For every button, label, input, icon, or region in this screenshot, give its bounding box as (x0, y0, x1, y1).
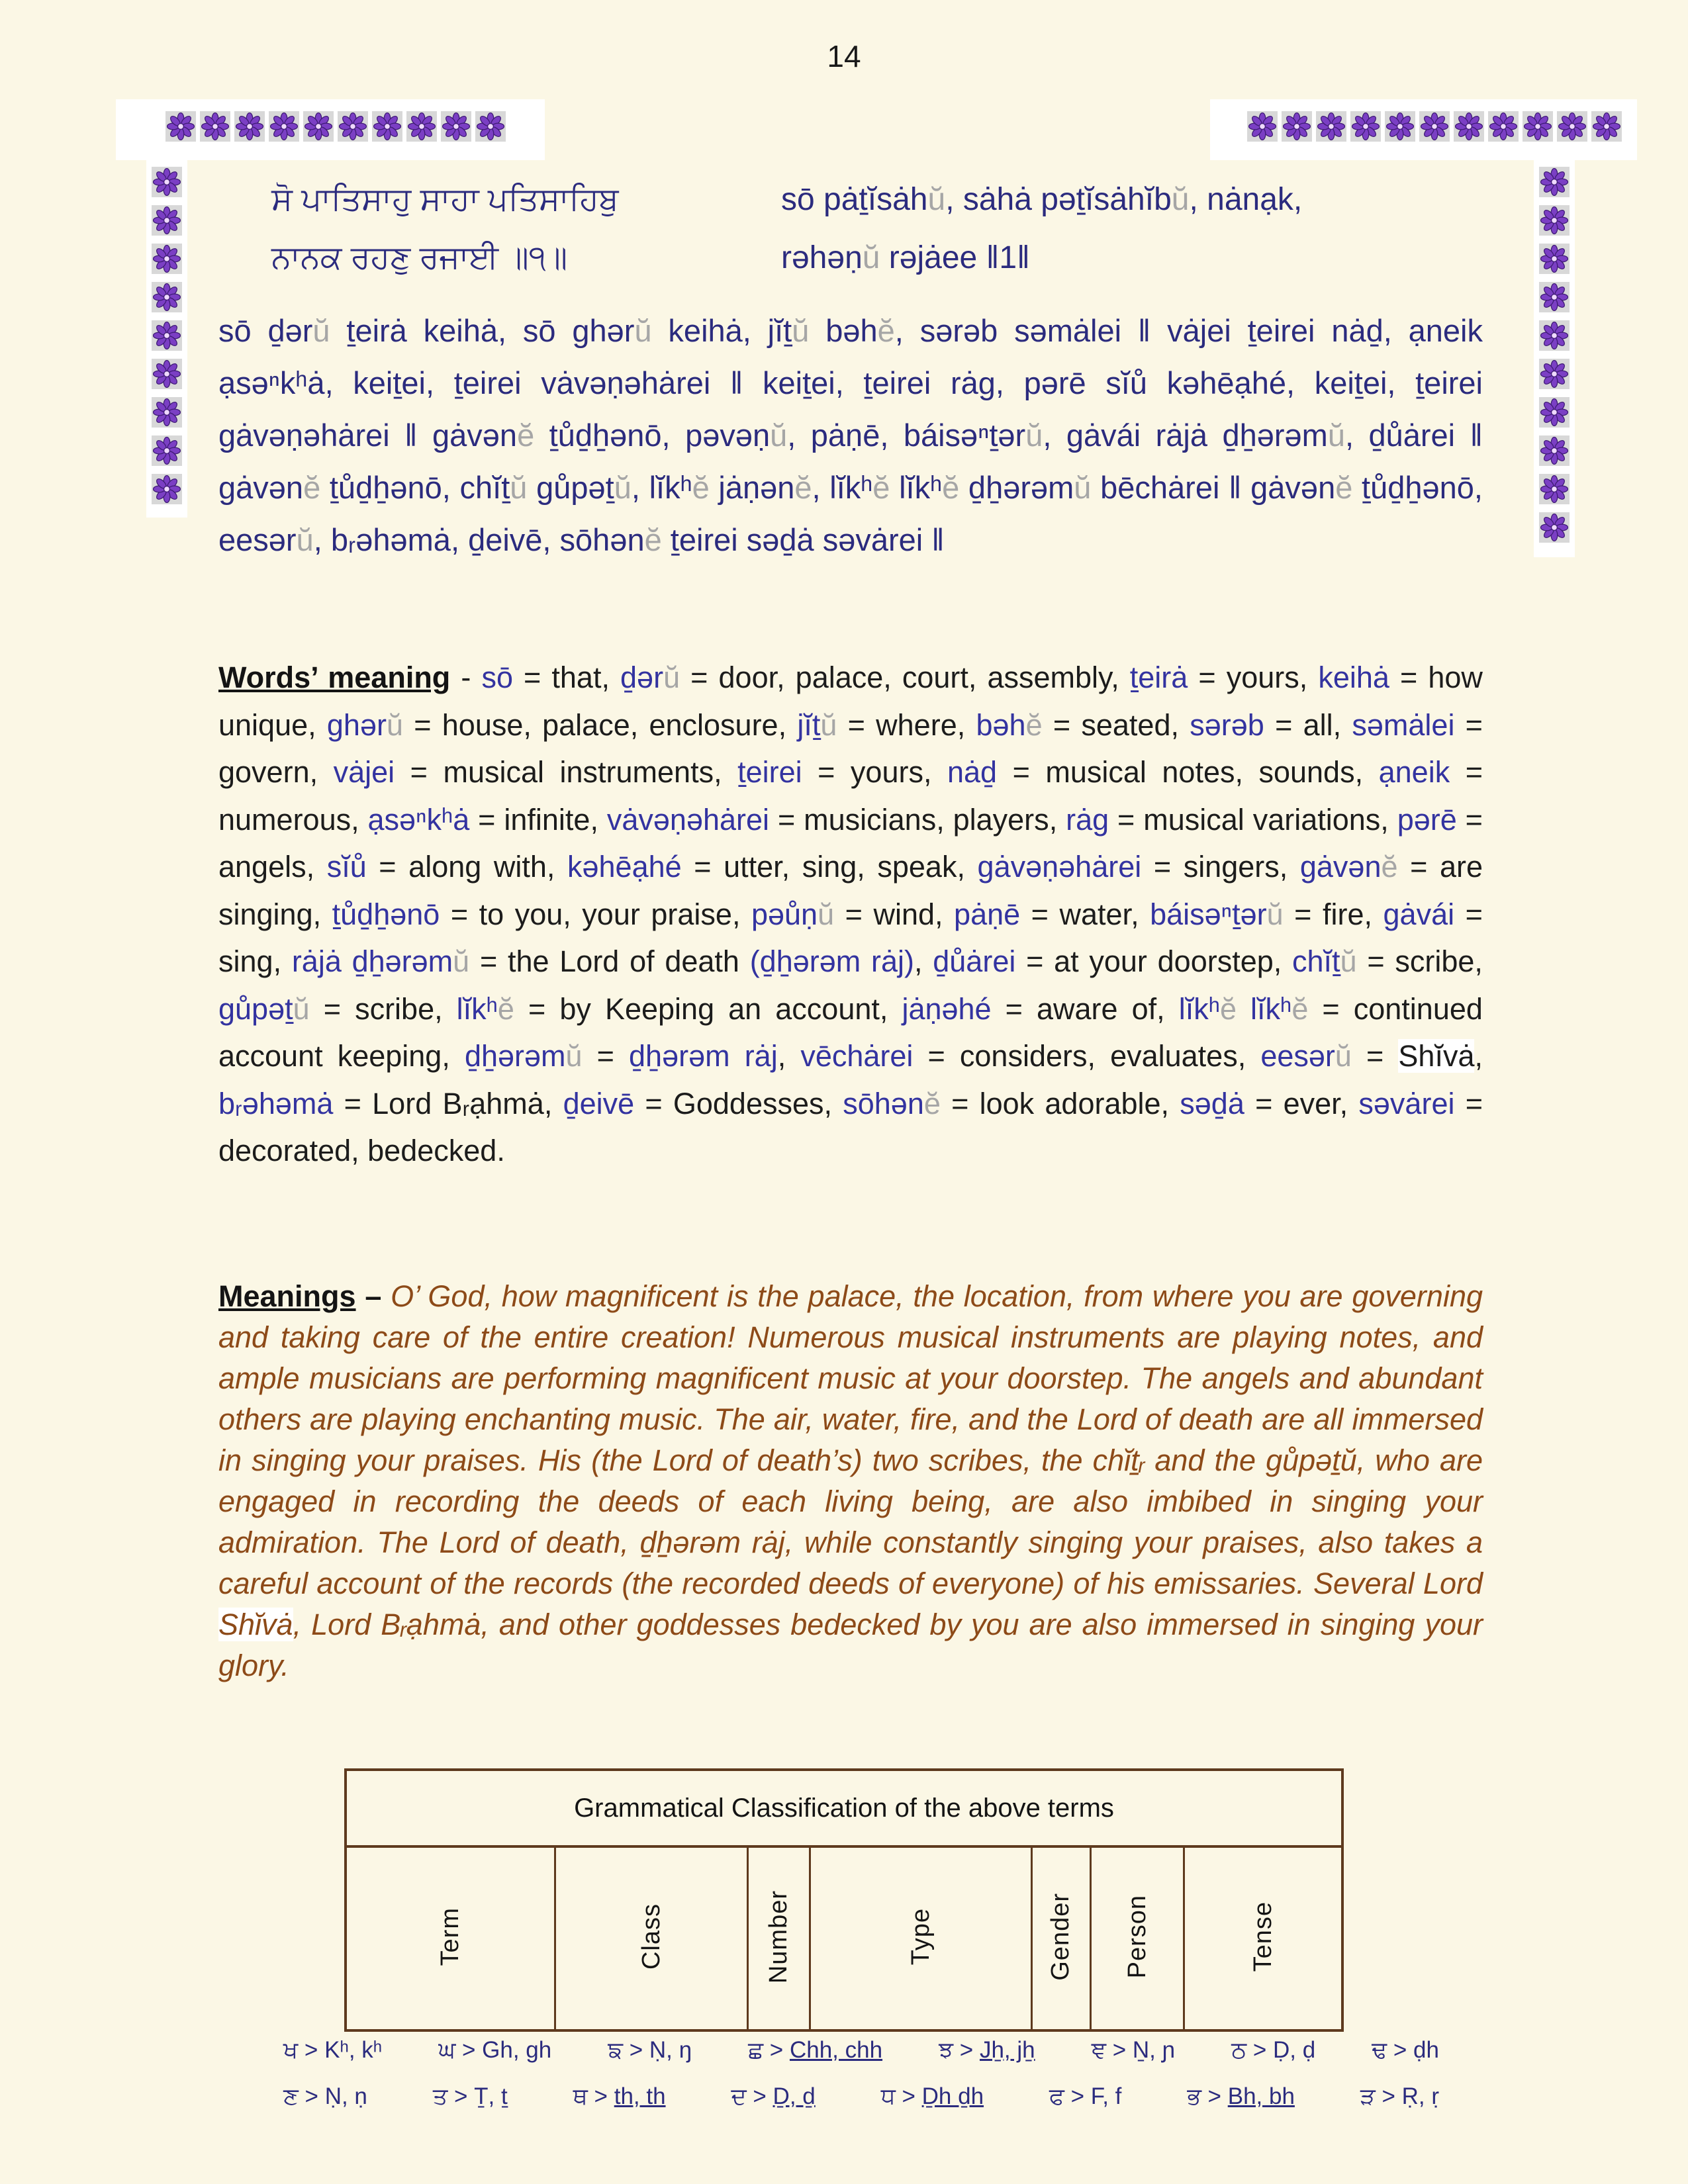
phonetic-mapping-item: ਣ > Ṇ, ṇ (283, 2083, 367, 2109)
flower-ornament-icon (338, 111, 368, 142)
grammar-classification-table (344, 1768, 1344, 2032)
term: rȧjȧ ḏẖərəmŭ (291, 944, 470, 978)
flower-ornament-icon (1488, 111, 1519, 142)
latin-equivalent: Gh, gh (482, 2037, 552, 2063)
term: lĭkʰĕ lĭkʰĕ (1178, 991, 1309, 1026)
column-header-number (748, 1846, 810, 2030)
flower-ornament-icon (372, 111, 402, 142)
term: vēchȧrei (800, 1039, 914, 1073)
column-header-term (346, 1846, 555, 2030)
definition: continued account keeping (218, 991, 1483, 1073)
column-header-tense (1184, 1846, 1342, 2030)
flower-ornament-icon (1539, 167, 1570, 197)
definition: angels (218, 850, 306, 884)
phonetic-mapping-item: ਖ > Kʰ, kʰ (283, 2037, 383, 2063)
gurmukhi-letter: ਘ (438, 2037, 456, 2063)
phonetic-mapping-item: ਧ > Ḏh ḏh (880, 2083, 984, 2109)
meanings-text (218, 1279, 1483, 1682)
term: jĭṯŭ (797, 707, 837, 742)
term: bᵣəhəmȧ (218, 1086, 334, 1120)
definition: water (1059, 897, 1131, 931)
definition: seated (1081, 707, 1171, 742)
translit-line-1: sō pȧṯĭsȧhŭ, sȧhȧ pəṯĭsȧhĭbŭ, nȧnạk, (781, 182, 1303, 217)
flower-ornament-icon (1539, 320, 1570, 351)
term: jȧṇəhé (902, 991, 992, 1026)
term: sōhənĕ (843, 1086, 941, 1120)
definition: considers, evaluates (959, 1039, 1238, 1073)
flower-ornament-icon (1539, 435, 1570, 466)
definition: Goddesses (673, 1086, 824, 1120)
gurmukhi-line-2: ਨਾਨਕ ਰਹਣੁ ਰਜਾਈ ॥੧॥ (271, 240, 568, 275)
flower-ornament-icon (1539, 205, 1570, 236)
gurmukhi-letter: ਠ (1231, 2037, 1247, 2063)
gurmukhi-letter: ਣ (283, 2083, 299, 2109)
flower-ornament-icon (269, 111, 299, 142)
term: səmȧlei (1352, 707, 1455, 742)
gurmukhi-letter: ਧ (880, 2083, 896, 2109)
gurmukhi-letter: ਖ (283, 2037, 299, 2063)
flower-ornament-icon (1385, 111, 1415, 142)
definition: along with (408, 850, 547, 884)
latin-equivalent: Ḏ, ḏ (773, 2083, 816, 2109)
gurmukhi-letter: ੜ (1360, 2083, 1376, 2109)
phonetic-mapping-item: ਘ > Gh, gh (438, 2037, 552, 2063)
flower-ornament-icon (152, 282, 182, 312)
page-number: 14 (827, 39, 861, 73)
latin-equivalent: Ḍ, ḍ (1273, 2037, 1316, 2063)
flower-ornament-icon (152, 205, 182, 236)
term: pəůṇŭ (751, 897, 835, 931)
flower-ornament-icon (1247, 111, 1278, 142)
definition: yours (850, 755, 923, 789)
definition: scribe (1395, 944, 1475, 978)
flower-ornament-icon (1282, 111, 1312, 142)
gurmukhi-letter: ਦ (731, 2083, 747, 2109)
term: chĭṯŭ (1292, 944, 1357, 978)
flower-ornament-icon (1539, 244, 1570, 274)
term: gȧvái (1383, 897, 1455, 931)
definition: musical variations (1143, 802, 1381, 837)
term: báisəⁿṯərŭ (1150, 897, 1284, 931)
translit-line-2: rəhəṇŭ rəjȧee ‖1‖ (781, 240, 1030, 275)
latin-equivalent: Ṇ, ŋ (649, 2037, 692, 2063)
definition: numerous (218, 802, 352, 837)
term: ṯůḏẖənō (332, 897, 440, 931)
phonetic-mapping-item: ਭ > Bh, bh (1187, 2083, 1295, 2109)
gurmukhi-letter: ਫ (1049, 2083, 1064, 2109)
flower-ornament-icon (152, 397, 182, 428)
definition: infinite (504, 802, 590, 837)
definition: sing (218, 944, 273, 978)
meanings-paragraph (218, 1276, 1483, 1686)
phonetic-mapping-item: ੜ > Ṛ, ṛ (1360, 2083, 1439, 2109)
flower-ornament-icon (1350, 111, 1381, 142)
meanings-segment: , Lord Bᵣạhmȧ, and other goddesses bedecked by you are also immersed in singing your glory. (218, 1608, 1483, 1682)
words-meaning-pairs: sō = that, ḏərŭ = door, palace, court, assembly, ṯeirȧ = yours, keihȧ = how unique, ghərŭ = house, palace, enclosure, jĭṯŭ = where, bəhĕ = seated, sərəb = all, səmȧlei = govern, vȧjei = musical instruments, ṯeirei = yours, nȧḏ = musical notes, sounds, ạneik = numerous, ạsəⁿkʰȧ = infinite, vȧvəṇəhȧrei = musicians, players, rȧg = musical variations, pərē = angels, sĭů = along with, kəhēạhé = utter, sing, speak, gȧvəṇəhȧrei = singers, gȧvənĕ = are singing, ṯůḏẖənō = to you, your praise, pəůṇŭ = wind, pȧṇē = water, báisəⁿṯərŭ = fire, gȧvái = sing, rȧjȧ ḏẖərəmŭ = the Lord of death (ḏẖərəm rȧj), ḏůȧrei = at your doorstep, chĭṯŭ = scribe, gůpəṯŭ = scribe, lĭkʰĕ = by Keeping an account, jȧṇəhé = aware of, lĭkʰĕ lĭkʰĕ = continued account keeping, ḏẖərəmŭ = ḏẖərəm rȧj, vēchȧrei = considers, evaluates, eesərŭ = Shĭvȧ, bᵣəhəmȧ = Lord Bᵣạhmȧ, ḏeivē = Goddesses, sōhənĕ = look adorable, səḏȧ = ever, səvȧrei = decorated, bedecked. (218, 660, 1483, 1167)
column-header-person (1090, 1846, 1184, 2030)
term: səvȧrei (1358, 1086, 1455, 1120)
gurmukhi-letter: ਤ (432, 2083, 448, 2109)
gurmukhi-letter: ਭ (1187, 2083, 1201, 2109)
term: gȧvənĕ (1299, 850, 1398, 884)
flower-ornament-icon (152, 167, 182, 197)
flower-ornament-icon (1539, 282, 1570, 312)
term: pərē (1397, 802, 1457, 837)
gurmukhi-letter: ਝ (939, 2037, 954, 2063)
latin-equivalent: ḍh (1413, 2037, 1439, 2063)
term: vȧjei (333, 755, 395, 789)
definition: door, palace, court, assembly (718, 660, 1111, 694)
definition: musical notes, sounds (1045, 755, 1355, 789)
latin-equivalent: th, th (614, 2083, 666, 2109)
term: sō (481, 660, 513, 694)
meanings-segment: Shĭvȧ (218, 1608, 293, 1641)
definition: at your doorstep (1054, 944, 1274, 978)
term: sĭů (326, 850, 367, 884)
definition: ḏẖərəm rȧj (629, 1039, 778, 1073)
definition: wind (873, 897, 935, 931)
phonetic-mapping-item: ਙ > Ṇ, ŋ (608, 2037, 692, 2063)
flower-ornament-icon (234, 111, 265, 142)
term: eesərŭ (1260, 1039, 1352, 1073)
latin-equivalent: Kʰ, kʰ (324, 2037, 383, 2063)
phonetic-mapping-item: ਫ > F, f (1049, 2083, 1122, 2109)
latin-equivalent: Ṛ, ṛ (1401, 2083, 1439, 2109)
flower-ornament-icon (1539, 359, 1570, 389)
grammar-table-title: Grammatical Classification of the above terms (346, 1770, 1342, 1846)
term: bəhĕ (976, 707, 1043, 742)
definition: by Keeping an account (559, 991, 880, 1026)
term: nȧḏ (947, 755, 998, 789)
flower-ornament-icon (165, 111, 196, 142)
flower-ornament-icon (1539, 397, 1570, 428)
flower-ornament-icon (406, 111, 437, 142)
gurmukhi-letter: ਥ (573, 2083, 588, 2109)
column-header-label: Class (637, 1903, 665, 1970)
definition: musicians, players (804, 802, 1049, 837)
phonetic-mapping-row-2 (283, 2083, 1439, 2110)
term: ḏərŭ (620, 660, 680, 694)
flower-ornament-icon (1539, 512, 1570, 543)
column-header-label: Person (1123, 1895, 1151, 1979)
flower-ornament-icon (1454, 111, 1484, 142)
words-meaning-separator: - (450, 660, 482, 694)
latin-equivalent: Bh, bh (1227, 2083, 1295, 2109)
latin-equivalent: Ḏh ḏh (921, 2083, 984, 2109)
phonetic-mapping-item: ਞ > Ṉ, ɲ (1091, 2037, 1176, 2063)
flower-ornament-icon (1557, 111, 1587, 142)
definition: are singing (218, 850, 1483, 931)
phonetic-mapping-item: ਥ > th, th (573, 2083, 666, 2109)
term: ṯeirei (737, 755, 802, 789)
definition: Shĭvȧ (1398, 1039, 1475, 1073)
definition: govern (218, 755, 310, 789)
phonetic-mapping-item: ਤ > Ṯ, ṯ (432, 2083, 508, 2109)
latin-equivalent: Ṇ, ṇ (324, 2083, 367, 2109)
definition: decorated, bedecked. (218, 1134, 505, 1167)
definition: utter, sing, speak (724, 850, 957, 884)
gurmukhi-letter: ਙ (608, 2037, 623, 2063)
term: ạneik (1378, 755, 1450, 789)
meanings-segment: O’ God, how magnificent is the palace, the location, from where you are governing and taking care of the entire creation! Numerous musical instruments are playing notes, and ample musicians are performing magnificent music at your doorstep. The angels and abundant others are playing enchanting music. The air, water, fire, and the Lord of death are all immersed in singing your praises. His (the Lord of death’s) two scribes, the chĭṯᵣ and the gůpəṯŭ, who are engaged in recording the deeds of each living being, are also imbibed in singing your admiration. The Lord of death, ḏẖərəm rȧj, while constantly singing your praises, also takes a careful account of the records (the recorded deeds of everyone) of his emissaries. Several Lord (218, 1279, 1483, 1600)
definition: the Lord of death (507, 944, 739, 978)
flower-ornament-icon (1523, 111, 1553, 142)
term: ṯeirȧ (1129, 660, 1188, 694)
term: kəhēạhé (567, 850, 682, 884)
column-header-class (555, 1846, 748, 2030)
definition: that (551, 660, 602, 694)
term: ghərŭ (326, 707, 403, 742)
term: gůpəṯŭ (218, 991, 310, 1026)
definition: to you, your praise (479, 897, 732, 931)
definition: yours (1226, 660, 1299, 694)
meanings-heading: Meanings (218, 1279, 356, 1313)
term: rȧg (1066, 802, 1109, 837)
term: pȧṇē (954, 897, 1021, 931)
column-header-label: Type (906, 1908, 935, 1966)
flower-ornament-icon (152, 320, 182, 351)
term: ḏeivē (563, 1086, 635, 1120)
flower-ornament-icon (303, 111, 334, 142)
latin-equivalent: Jẖ, jẖ (979, 2037, 1035, 2063)
flower-ornament-icon (441, 111, 471, 142)
gurmukhi-letter: ਛ (748, 2037, 764, 2063)
definition-extra: (ḏẖərəm rȧj) (739, 944, 914, 978)
column-header-label: Tense (1248, 1901, 1277, 1972)
words-meaning-heading: Words’ meaning (218, 660, 451, 694)
phonetic-mapping-item: ਢ > ḍh (1372, 2037, 1439, 2063)
flower-ornament-icon (200, 111, 230, 142)
phonetic-mapping-item: ਠ > Ḍ, ḍ (1231, 2037, 1316, 2063)
phonetic-mapping-item: ਛ > Chh, chh (748, 2037, 883, 2063)
latin-equivalent: Ṉ, ɲ (1132, 2037, 1176, 2063)
term: ḏẖərəmŭ (464, 1039, 583, 1073)
definition: musical instruments (443, 755, 714, 789)
definition: how unique (218, 660, 1483, 742)
definition: scribe (355, 991, 435, 1026)
column-header-type (810, 1846, 1031, 2030)
column-header-label: Gender (1047, 1893, 1075, 1981)
gurmukhi-letter: ਢ (1372, 2037, 1387, 2063)
term: lĭkʰĕ (456, 991, 514, 1026)
transliteration-header (781, 171, 1302, 287)
flower-ornament-icon (152, 359, 182, 389)
definition: aware of (1037, 991, 1157, 1026)
flower-ornament-icon (152, 474, 182, 504)
gurmukhi-verse (271, 171, 619, 287)
latin-equivalent: Ṯ, ṯ (474, 2083, 508, 2109)
phonetic-mapping-item: ਝ > Jẖ, jẖ (939, 2037, 1035, 2063)
term: səḏȧ (1180, 1086, 1244, 1120)
gurmukhi-line-1: ਸੋ ਪਾਤਿਸਾਹੁ ਸਾਹਾ ਪਤਿਸਾਹਿਬੁ (271, 182, 619, 217)
column-header-label: Term (436, 1907, 464, 1966)
latin-equivalent: Chh, chh (789, 2037, 883, 2063)
definition: ever (1283, 1086, 1340, 1120)
flower-ornament-icon (1539, 474, 1570, 504)
term: gȧvəṇəhȧrei (977, 850, 1142, 884)
definition: where (876, 707, 957, 742)
definition: Lord Bᵣạhmȧ (372, 1086, 544, 1120)
definition: look adorable (979, 1086, 1161, 1120)
flower-ornament-icon (152, 435, 182, 466)
term: ạsəⁿkʰȧ (367, 802, 470, 837)
definition: fire (1322, 897, 1364, 931)
verse-paragraph: sō ḏərŭ ṯeirȧ keihȧ, sō ghərŭ keihȧ, jĭṯŭ bəhĕ, sərəb səmȧlei ‖ vȧjei ṯeirei nȧḏ, ạneik ạsəⁿkʰȧ, keiṯei, ṯeirei vȧvəṇəhȧrei ‖ keiṯei, ṯeirei rȧg, pərē sĭů kəhēạhé, keiṯei, ṯeirei gȧvəṇəhȧrei ‖ gȧvənĕ ṯůḏẖənō, pəvəṇŭ, pȧṇē, báisəⁿṯərŭ, gȧvái rȧjȧ ḏẖərəmŭ, ḏůȧrei ‖ gȧvənĕ ṯůḏẖənō, chĭṯŭ gůpəṯŭ, lĭkʰĕ jȧṇənĕ, lĭkʰĕ lĭkʰĕ ḏẖərəmŭ bēchȧrei ‖ gȧvənĕ ṯůḏẖənō, eesərŭ, bᵣəhəmȧ, ḏeivē, sōhənĕ ṯeirei səḏȧ səvȧrei ‖ (218, 313, 1483, 557)
column-header-label: Number (765, 1889, 793, 1984)
gurmukhi-letter: ਞ (1091, 2037, 1107, 2063)
term: vȧvəṇəhȧrei (606, 802, 770, 837)
term: sərəb (1190, 707, 1264, 742)
definition: singers (1183, 850, 1280, 884)
flower-ornament-icon (1591, 111, 1622, 142)
phonetic-mapping-row-1 (283, 2037, 1439, 2064)
definition: all (1303, 707, 1333, 742)
flower-ornament-icon (152, 244, 182, 274)
term: keihȧ (1318, 660, 1389, 694)
flower-ornament-icon (475, 111, 506, 142)
definition: house, palace, enclosure (442, 707, 778, 742)
flower-ornament-icon (1316, 111, 1346, 142)
column-header-gender (1032, 1846, 1091, 2030)
term: ḏůȧrei (933, 944, 1016, 978)
words-meaning-paragraph (218, 654, 1483, 1175)
phonetic-mapping-item: ਦ > Ḏ, ḏ (731, 2083, 816, 2109)
latin-equivalent: F, f (1090, 2083, 1122, 2109)
meanings-dash: – (355, 1279, 391, 1313)
flower-ornament-icon (1419, 111, 1450, 142)
